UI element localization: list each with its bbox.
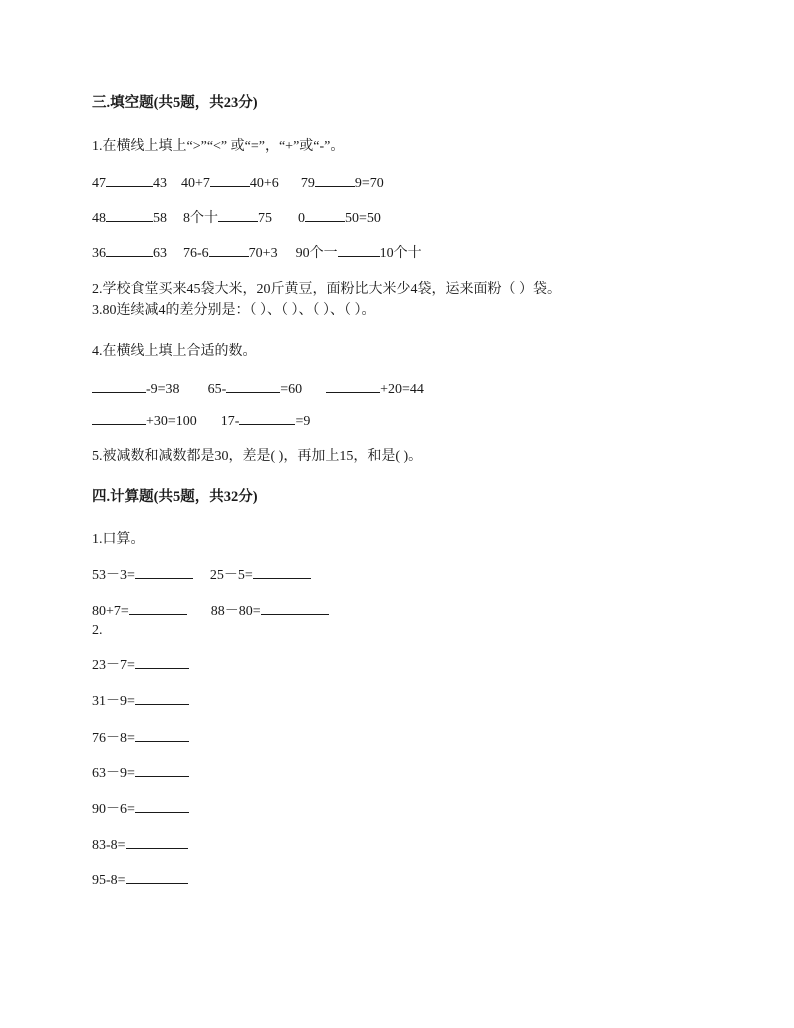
- q4-prompt: 4.在横线上填上合适的数。: [92, 344, 257, 359]
- answer-blank[interactable]: [126, 870, 188, 884]
- row2-a1: 48: [92, 211, 106, 226]
- row3-b2: 70+3: [248, 246, 278, 261]
- calc-expression: 76－8=: [92, 731, 135, 746]
- blank[interactable]: [106, 173, 153, 187]
- row1-c2: 9=70: [354, 176, 384, 191]
- answer-blank[interactable]: [126, 835, 188, 849]
- row2-c2: 50=50: [345, 211, 381, 226]
- calc-item: 88－80=: [210, 604, 261, 619]
- blank[interactable]: [326, 379, 380, 393]
- calc-q2-item: [92, 835, 188, 856]
- q3-text: 3.80连续减4的差分别是：（ ）、（ ）、（ ）、（ ）。: [92, 303, 376, 318]
- row2-a2: 58: [153, 211, 167, 226]
- calc-item: 53－3=: [92, 568, 135, 583]
- row2-c1: 0: [298, 211, 305, 226]
- calc-q2-item: [92, 763, 189, 784]
- blank[interactable]: [209, 243, 249, 257]
- q4-row-2: [92, 411, 310, 432]
- section-3-title: 三.填空题(共5题，共23分): [92, 95, 258, 111]
- row3-c1: 90个一: [295, 246, 338, 261]
- calc-item: 25－5=: [209, 568, 253, 583]
- calc-expression: 95-8=: [92, 873, 126, 888]
- blank[interactable]: [226, 379, 280, 393]
- row3-a1: 36: [92, 246, 106, 261]
- blank[interactable]: [106, 243, 153, 257]
- q1-row-2: [92, 208, 381, 229]
- row1-b2: 40+6: [249, 176, 279, 191]
- calc-expression: 63－9=: [92, 766, 135, 781]
- q1-prompt: 1.在横线上填上“>”“<” 或“=”，“+”或“-”。: [92, 139, 345, 154]
- blank[interactable]: [92, 379, 146, 393]
- blank[interactable]: [218, 208, 258, 222]
- q2-text: 2.学校食堂买来45袋大米，20斤黄豆，面粉比大米少4袋，运来面粉（ ）袋。: [92, 282, 561, 297]
- q5-text: 5.被减数和减数都是30，差是( )，再加上15，和是( )。: [92, 449, 423, 464]
- blank[interactable]: [92, 411, 146, 425]
- row1-c1: 79: [300, 176, 315, 191]
- calc-q2-prompt: 2.: [92, 623, 103, 638]
- answer-blank[interactable]: [253, 565, 311, 579]
- answer-blank[interactable]: [135, 763, 189, 777]
- calc-q2-item: [92, 655, 189, 676]
- q4-e1: -9=38: [146, 382, 180, 397]
- row2-b2: 75: [258, 211, 272, 226]
- calc-expression: 90－6=: [92, 802, 135, 817]
- blank[interactable]: [305, 208, 345, 222]
- blank[interactable]: [315, 173, 355, 187]
- calc-expression: 31－9=: [92, 694, 135, 709]
- answer-blank[interactable]: [129, 601, 187, 615]
- row1-a2: 43: [153, 176, 167, 191]
- answer-blank[interactable]: [135, 565, 193, 579]
- calc-expression: 23－7=: [92, 658, 135, 673]
- q4-e5b: =9: [295, 414, 311, 429]
- calc-q2-item: [92, 691, 189, 712]
- blank[interactable]: [338, 243, 380, 257]
- blank[interactable]: [106, 208, 153, 222]
- row3-c2: 10个十: [379, 246, 422, 261]
- answer-blank[interactable]: [135, 655, 189, 669]
- calc-q1-row-2: [92, 601, 329, 622]
- q4-e5a: 17-: [220, 414, 240, 429]
- blank[interactable]: [210, 173, 250, 187]
- row1-b1: 40+7: [181, 176, 210, 191]
- q4-e2a: 65-: [207, 382, 227, 397]
- calc-q1-row-1: [92, 565, 311, 586]
- q4-e2b: =60: [280, 382, 303, 397]
- q4-e3: +20=44: [380, 382, 424, 397]
- calc-q2-item: [92, 870, 188, 891]
- calc-q1-prompt: 1.口算。: [92, 532, 145, 547]
- row1-a1: 47: [92, 176, 106, 191]
- answer-blank[interactable]: [261, 601, 329, 615]
- q1-row-3: [92, 243, 422, 264]
- row3-a2: 63: [153, 246, 167, 261]
- row3-b1: 76-6: [183, 246, 209, 261]
- q4-row-1: [92, 379, 424, 400]
- answer-blank[interactable]: [135, 799, 189, 813]
- q4-e4: +30=100: [146, 414, 197, 429]
- calc-q2-item: [92, 799, 189, 820]
- calc-expression: 83-8=: [92, 838, 126, 853]
- blank[interactable]: [239, 411, 295, 425]
- calc-q2-item: [92, 728, 189, 749]
- calc-item: 80+7=: [92, 604, 129, 619]
- section-4-title: 四.计算题(共5题，共32分): [92, 489, 258, 505]
- answer-blank[interactable]: [135, 728, 189, 742]
- q1-row-1: [92, 173, 384, 194]
- row2-b1: 8个十: [183, 211, 218, 226]
- answer-blank[interactable]: [135, 691, 189, 705]
